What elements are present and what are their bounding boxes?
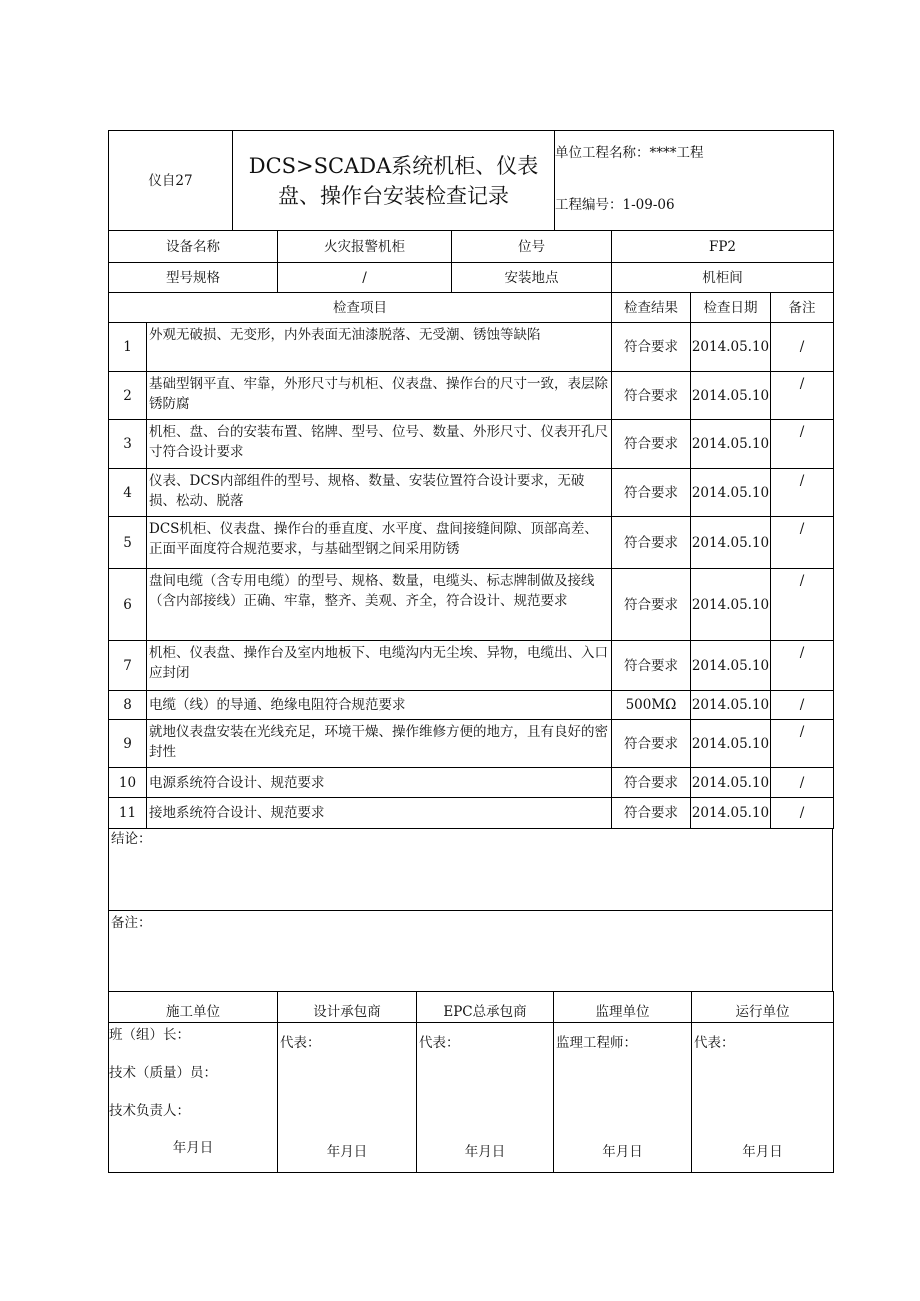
item-date: 2014.05.10 <box>691 720 771 768</box>
item-date: 2014.05.10 <box>691 768 771 798</box>
remarks-field <box>109 911 833 992</box>
date-line: 年月日 <box>602 1144 643 1160</box>
item-no: 9 <box>109 720 147 768</box>
sig-header-design: 设计承包商 <box>278 992 417 1023</box>
item-text: 电缆（线）的导通、绝缘电阻符合规范要求 <box>147 691 612 720</box>
conclusion-field <box>109 829 833 911</box>
location-label: 安装地点 <box>452 263 612 293</box>
table-row <box>109 469 834 517</box>
table-row <box>109 720 834 768</box>
item-result: 符合要求 <box>612 768 691 798</box>
table-row <box>109 323 834 372</box>
technician-line: 技术（质量）员： <box>109 1065 217 1081</box>
item-remark: / <box>771 798 834 829</box>
project-info-cell <box>555 131 834 231</box>
team-leader-line: 班（组）长： <box>109 1027 190 1043</box>
table-row <box>109 691 834 720</box>
table-row <box>109 798 834 829</box>
item-date: 2014.05.10 <box>691 420 771 469</box>
sig-operation-cell <box>692 1023 834 1173</box>
item-date: 2014.05.10 <box>691 323 771 372</box>
tech-lead-line: 技术负责人： <box>109 1103 190 1119</box>
sig-construction-cell <box>109 1023 278 1173</box>
supervisor-label: 监理工程师： <box>556 1035 637 1051</box>
item-text: 机柜、盘、台的安装布置、铭牌、型号、位号、数量、外形尺寸、仪表开孔尺寸符合设计要求 <box>147 420 612 469</box>
item-no: 6 <box>109 569 147 641</box>
sig-header-operation: 运行单位 <box>692 992 834 1023</box>
col-header-result: 检查结果 <box>612 293 691 323</box>
device-table <box>108 230 834 293</box>
date-line: 年月日 <box>464 1144 506 1160</box>
conclusion-table <box>108 828 833 992</box>
inspection-items-table <box>108 292 834 829</box>
item-no: 8 <box>109 691 147 720</box>
item-result: 符合要求 <box>612 420 691 469</box>
date-line: 年月日 <box>742 1144 783 1160</box>
item-date: 2014.05.10 <box>691 372 771 420</box>
item-no: 3 <box>109 420 147 469</box>
item-result: 符合要求 <box>612 569 691 641</box>
col-header-date: 检查日期 <box>691 293 771 323</box>
item-text: 盘间电缆（含专用电缆）的型号、规格、数量，电缆头、标志牌制做及接线（含内部接线）正确、牢靠，整齐、美观、齐全，符合设计、规范要求 <box>147 569 612 641</box>
rep-label: 代表： <box>419 1035 460 1051</box>
table-row <box>109 569 834 641</box>
unit-project-name: 单位工程名称：****工程 <box>555 145 704 161</box>
item-date: 2014.05.10 <box>691 517 771 569</box>
item-remark: / <box>771 720 834 768</box>
item-result: 符合要求 <box>612 323 691 372</box>
table-row <box>109 420 834 469</box>
item-date: 2014.05.10 <box>691 691 771 720</box>
table-row <box>109 517 834 569</box>
sig-header-construction: 施工单位 <box>109 992 278 1023</box>
model-value: / <box>278 263 452 293</box>
tag-value: FP2 <box>612 231 834 263</box>
item-remark: / <box>771 691 834 720</box>
item-no: 2 <box>109 372 147 420</box>
item-date: 2014.05.10 <box>691 569 771 641</box>
col-header-remark: 备注 <box>771 293 834 323</box>
item-no: 10 <box>109 768 147 798</box>
item-remark: / <box>771 469 834 517</box>
model-label: 型号规格 <box>109 263 278 293</box>
table-row <box>109 372 834 420</box>
sig-header-supervision: 监理单位 <box>554 992 692 1023</box>
item-text: 电源系统符合设计、规范要求 <box>147 768 612 798</box>
rep-label: 代表： <box>694 1035 735 1051</box>
item-text: 接地系统符合设计、规范要求 <box>147 798 612 829</box>
conclusion-label: 结论： <box>111 831 152 847</box>
col-header-item: 检查项目 <box>109 293 612 323</box>
sig-supervision-cell <box>554 1023 692 1173</box>
item-text: 仪表、DCS内部组件的型号、规格、数量、安装位置符合设计要求，无破损、松动、脱落 <box>147 469 612 517</box>
sig-design-cell <box>278 1023 417 1173</box>
device-name-label: 设备名称 <box>109 231 278 263</box>
item-text: 就地仪表盘安装在光线充足，环境干燥、操作维修方便的地方，且有良好的密封性 <box>147 720 612 768</box>
item-no: 7 <box>109 641 147 691</box>
item-remark: / <box>771 517 834 569</box>
item-remark: / <box>771 323 834 372</box>
tag-label: 位号 <box>452 231 612 263</box>
item-no: 11 <box>109 798 147 829</box>
remarks-label: 备注： <box>111 915 152 931</box>
page-title: DCS>SCADA系统机柜、仪表盘、操作台安装检查记录 <box>233 131 555 231</box>
rep-label: 代表： <box>280 1035 321 1051</box>
date-line: 年月日 <box>326 1144 368 1160</box>
sig-epc-cell <box>417 1023 554 1173</box>
table-row <box>109 768 834 798</box>
signature-table <box>108 991 834 1173</box>
item-no: 5 <box>109 517 147 569</box>
item-text: 基础型钢平直、牢靠，外形尺寸与机柜、仪表盘、操作台的尺寸一致，表层除锈防腐 <box>147 372 612 420</box>
item-date: 2014.05.10 <box>691 641 771 691</box>
item-remark: / <box>771 768 834 798</box>
item-remark: / <box>771 641 834 691</box>
item-remark: / <box>771 420 834 469</box>
inspection-record-form <box>108 130 833 1173</box>
item-result: 符合要求 <box>612 641 691 691</box>
item-result: 符合要求 <box>612 469 691 517</box>
item-result: 500MΩ <box>612 691 691 720</box>
item-date: 2014.05.10 <box>691 469 771 517</box>
sig-header-epc: EPC总承包商 <box>417 992 554 1023</box>
item-no: 1 <box>109 323 147 372</box>
item-text: 机柜、仪表盘、操作台及室内地板下、电缆沟内无尘埃、异物，电缆出、入口应封闭 <box>147 641 612 691</box>
item-date: 2014.05.10 <box>691 798 771 829</box>
device-name-value: 火灾报警机柜 <box>278 231 452 263</box>
item-remark: / <box>771 372 834 420</box>
location-value: 机柜间 <box>612 263 834 293</box>
form-code: 仪自27 <box>109 131 233 231</box>
item-text: DCS机柜、仪表盘、操作台的垂直度、水平度、盘间接缝间隙、顶部高差、正面平面度符合规范要求，与基础型钢之间采用防锈 <box>147 517 612 569</box>
item-no: 4 <box>109 469 147 517</box>
project-number: 工程编号：1-09-06 <box>555 197 675 213</box>
item-result: 符合要求 <box>612 720 691 768</box>
item-text: 外观无破损、无变形，内外表面无油漆脱落、无受潮、锈蚀等缺陷 <box>147 323 612 372</box>
item-result: 符合要求 <box>612 798 691 829</box>
date-line: 年月日 <box>172 1140 214 1156</box>
item-result: 符合要求 <box>612 372 691 420</box>
header-table <box>108 130 834 231</box>
item-rows <box>109 323 834 829</box>
table-row <box>109 641 834 691</box>
item-result: 符合要求 <box>612 517 691 569</box>
item-remark: / <box>771 569 834 641</box>
